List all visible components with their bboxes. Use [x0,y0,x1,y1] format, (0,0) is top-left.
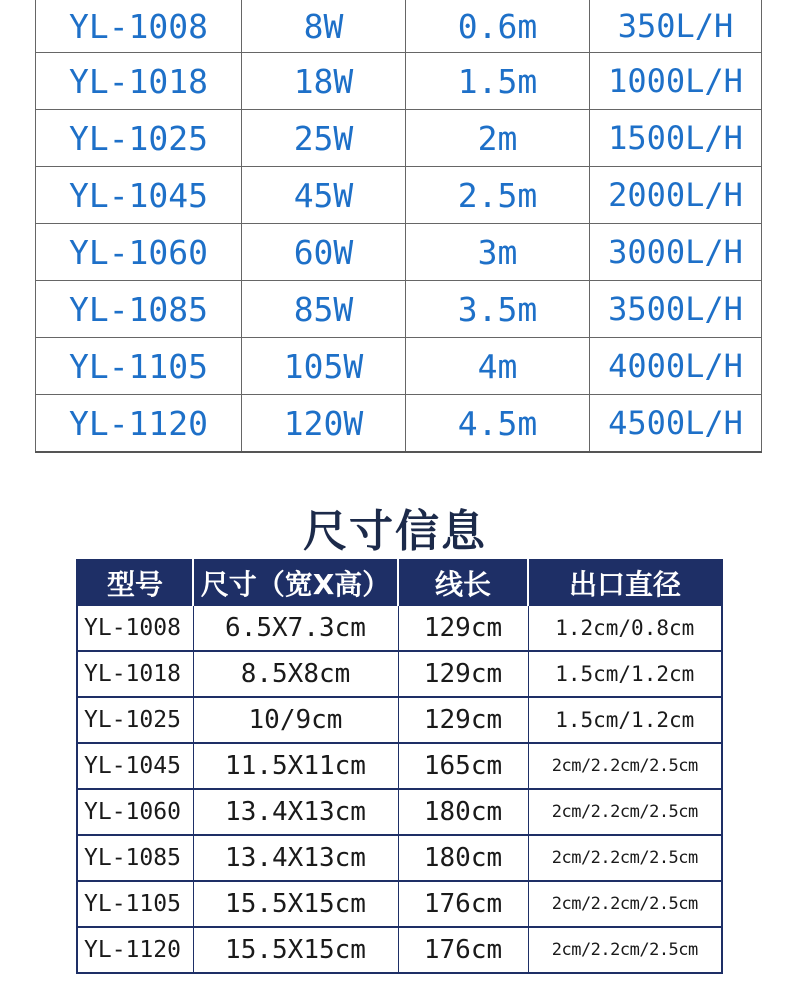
size-outlet-cell: 2cm/2.2cm/2.5cm [528,927,722,973]
spec-flow-cell: 4000L/H [590,338,762,395]
header-row [77,560,722,606]
spec-row [36,395,762,453]
spec-model-cell: YL-1060 [36,224,242,281]
size-wire-cell: 165cm [398,743,528,789]
size-model-cell: YL-1105 [77,881,193,927]
spec-model-cell: YL-1085 [36,281,242,338]
spec-model-cell: YL-1045 [36,167,242,224]
section-title: 尺寸信息 [303,506,487,557]
size-dimension-cell: 13.4X13cm [193,835,398,881]
size-dimension-cell: 6.5X7.3cm [193,606,398,652]
size-model-cell: YL-1025 [77,697,193,743]
spec-power-cell: 85W [242,281,406,338]
spec-power-cell: 105W [242,338,406,395]
size-outlet-cell: 2cm/2.2cm/2.5cm [528,881,722,927]
spec-power-cell: 60W [242,224,406,281]
size-model-cell: YL-1120 [77,927,193,973]
header-size: 尺寸（宽X高） [193,560,398,606]
spec-row [36,53,762,110]
size-row [77,881,722,927]
size-table-header [77,560,722,606]
size-row [77,651,722,697]
size-wire-cell: 129cm [398,697,528,743]
size-dimension-cell: 10/9cm [193,697,398,743]
size-dimension-cell: 15.5X15cm [193,927,398,973]
size-table-body [77,606,722,974]
spec-lift-cell: 2.5m [406,167,590,224]
size-outlet-cell: 1.5cm/1.2cm [528,651,722,697]
spec-lift-cell: 4.5m [406,395,590,453]
spec-row [36,167,762,224]
header-outlet-diameter: 出口直径 [528,560,722,606]
size-outlet-cell: 1.2cm/0.8cm [528,606,722,652]
spec-row [36,224,762,281]
spec-power-cell: 25W [242,110,406,167]
spec-flow-cell: 2000L/H [590,167,762,224]
spec-row [36,110,762,167]
size-row [77,789,722,835]
spec-flow-cell: 3500L/H [590,281,762,338]
spec-lift-cell: 2m [406,110,590,167]
spec-power-cell: 18W [242,53,406,110]
size-wire-cell: 176cm [398,927,528,973]
size-row [77,743,722,789]
spec-power-cell: 8W [242,0,406,53]
spec-row [36,0,762,53]
size-wire-cell: 129cm [398,606,528,652]
spec-model-cell: YL-1008 [36,0,242,53]
spec-lift-cell: 1.5m [406,53,590,110]
size-row [77,606,722,652]
size-dimension-cell: 15.5X15cm [193,881,398,927]
size-wire-cell: 176cm [398,881,528,927]
size-wire-cell: 129cm [398,651,528,697]
size-table [76,559,723,974]
size-outlet-cell: 2cm/2.2cm/2.5cm [528,789,722,835]
spec-row [36,338,762,395]
size-model-cell: YL-1018 [77,651,193,697]
spec-model-cell: YL-1120 [36,395,242,453]
size-row [77,835,722,881]
size-model-cell: YL-1085 [77,835,193,881]
spec-lift-cell: 3.5m [406,281,590,338]
spec-row [36,281,762,338]
spec-model-cell: YL-1018 [36,53,242,110]
spec-flow-cell: 3000L/H [590,224,762,281]
size-row [77,697,722,743]
size-row [77,927,722,973]
spec-power-cell: 45W [242,167,406,224]
size-wire-cell: 180cm [398,789,528,835]
size-dimension-cell: 13.4X13cm [193,789,398,835]
header-model: 型号 [77,560,193,606]
size-outlet-cell: 2cm/2.2cm/2.5cm [528,835,722,881]
spec-lift-cell: 3m [406,224,590,281]
spec-flow-cell: 350L/H [590,0,762,53]
size-model-cell: YL-1060 [77,789,193,835]
header-wire-length: 线长 [398,560,528,606]
spec-power-cell: 120W [242,395,406,453]
size-outlet-cell: 2cm/2.2cm/2.5cm [528,743,722,789]
spec-lift-cell: 4m [406,338,590,395]
spec-model-cell: YL-1025 [36,110,242,167]
size-model-cell: YL-1008 [77,606,193,652]
spec-table-body [36,0,762,452]
size-model-cell: YL-1045 [77,743,193,789]
size-wire-cell: 180cm [398,835,528,881]
spec-flow-cell: 1500L/H [590,110,762,167]
spec-flow-cell: 1000L/H [590,53,762,110]
size-outlet-cell: 1.5cm/1.2cm [528,697,722,743]
spec-model-cell: YL-1105 [36,338,242,395]
size-dimension-cell: 8.5X8cm [193,651,398,697]
spec-flow-cell: 4500L/H [590,395,762,453]
size-dimension-cell: 11.5X11cm [193,743,398,789]
spec-lift-cell: 0.6m [406,0,590,53]
spec-table [35,0,762,453]
